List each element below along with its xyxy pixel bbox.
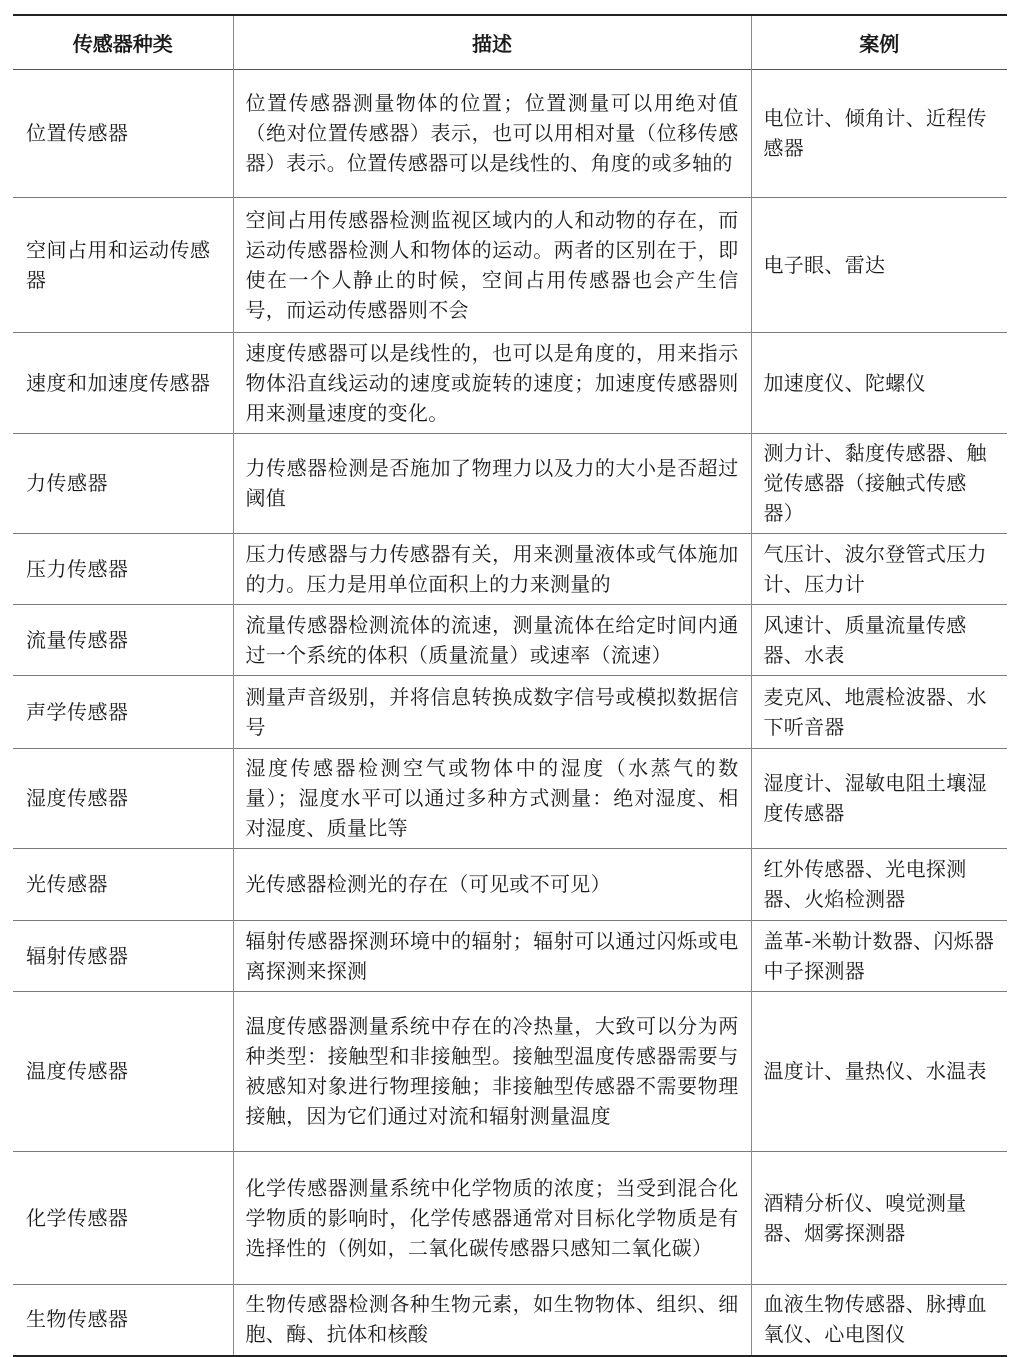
description-cell: 光传感器检测光的存在（可见或不可见） (233, 849, 751, 921)
description-cell: 流量传感器检测流体的流速，测量流体在给定时间内通过一个系统的体积（质量流量）或速率（流速） (233, 605, 751, 676)
table-row (13, 70, 1007, 198)
examples-cell: 麦克风、地震检波器、水下听音器 (751, 676, 1007, 749)
table-row (13, 605, 1007, 676)
description-cell: 温度传感器测量系统中存在的冷热量，大致可以分为两种类型：接触型和非接触型。接触型温度传感器需要与被感知对象进行物理接触；非接触型传感器不需要物理接触，因为它们通过对流和辐射测量温度 (233, 992, 751, 1152)
description-cell: 化学传感器测量系统中化学物质的浓度；当受到混合化学物质的影响时，化学传感器通常对目标化学物质是有选择性的（例如，二氧化碳传感器只感知二氧化碳） (233, 1152, 751, 1285)
examples-cell: 红外传感器、光电探测器、火焰检测器 (751, 849, 1007, 921)
sensor-type-cell: 空间占用和运动传感器 (26, 237, 211, 292)
sensor-type-cell: 化学传感器 (26, 1205, 129, 1230)
description-cell: 力传感器检测是否施加了物理力以及力的大小是否超过阈值 (233, 434, 751, 534)
table-row (13, 434, 1007, 534)
description-cell: 位置传感器测量物体的位置；位置测量可以用绝对值（绝对位置传感器）表示，也可以用相对量（位移传感器）表示。位置传感器可以是线性的、角度的或多轴的 (233, 70, 751, 198)
description-cell: 测量声音级别，并将信息转换成数字信号或模拟数据信号 (233, 676, 751, 749)
table-row (13, 1152, 1007, 1285)
sensor-type-cell: 速度和加速度传感器 (26, 370, 211, 395)
description-cell: 压力传感器与力传感器有关，用来测量液体或气体施加的力。压力是用单位面积上的力来测量的 (233, 534, 751, 605)
examples-cell: 风速计、质量流量传感器、水表 (751, 605, 1007, 676)
table-row (13, 749, 1007, 849)
examples-cell: 电位计、倾角计、近程传感器 (751, 70, 1007, 198)
examples-cell: 测力计、黏度传感器、触觉传感器（接触式传感器） (751, 434, 1007, 534)
table-row (13, 992, 1007, 1152)
examples-cell: 气压计、波尔登管式压力计、压力计 (751, 534, 1007, 605)
description-cell: 空间占用传感器检测监视区域内的人和动物的存在，而运动传感器检测人和物体的运动。两者的区别在于，即使在一个人静止的时候，空间占用传感器也会产生信号，而运动传感器则不会 (233, 198, 751, 333)
table-row (13, 333, 1007, 434)
sensor-type-cell: 流量传感器 (26, 627, 129, 652)
table-row (13, 1285, 1007, 1356)
sensor-type-cell: 温度传感器 (26, 1059, 129, 1083)
examples-cell: 酒精分析仪、嗅觉测量器、烟雾探测器 (751, 1152, 1007, 1285)
sensor-type-cell: 力传感器 (26, 471, 108, 495)
sensor-types-table-container (13, 14, 1007, 1357)
table-row (13, 676, 1007, 749)
sensor-type-cell: 光传感器 (26, 872, 108, 896)
table-header-row (13, 15, 1007, 70)
header-description: 描述 (233, 15, 751, 70)
description-cell: 生物传感器检测各种生物元素，如生物物体、组织、细胞、酶、抗体和核酸 (233, 1285, 751, 1356)
examples-cell: 加速度仪、陀螺仪 (751, 333, 1007, 434)
sensor-type-cell: 位置传感器 (26, 121, 129, 145)
table-row (13, 198, 1007, 333)
examples-cell: 温度计、量热仪、水温表 (751, 992, 1007, 1152)
table-row (13, 534, 1007, 605)
table-row (13, 921, 1007, 992)
examples-cell: 湿度计、湿敏电阻土壤湿度传感器 (751, 749, 1007, 849)
header-sensor-type: 传感器种类 (72, 32, 173, 56)
description-cell: 速度传感器可以是线性的，也可以是角度的，用来指示物体沿直线运动的速度或旋转的速度；加速度传感器则用来测量速度的变化。 (233, 333, 751, 434)
description-cell: 辐射传感器探测环境中的辐射；辐射可以通过闪烁或电离探测来探测 (233, 921, 751, 992)
header-examples: 案例 (751, 15, 1007, 70)
sensor-type-cell: 声学传感器 (26, 699, 129, 724)
examples-cell: 血液生物传感器、脉搏血氧仪、心电图仪 (751, 1285, 1007, 1356)
sensor-type-cell: 生物传感器 (26, 1307, 129, 1332)
description-cell: 湿度传感器检测空气或物体中的湿度（水蒸气的数量）；湿度水平可以通过多种方式测量：绝对湿度、相对湿度、质量比等 (233, 749, 751, 849)
sensor-type-cell: 压力传感器 (26, 556, 129, 581)
sensor-type-cell: 辐射传感器 (26, 943, 129, 968)
examples-cell: 电子眼、雷达 (751, 198, 1007, 333)
examples-cell: 盖革-米勒计数器、闪烁器中子探测器 (751, 921, 1007, 992)
sensor-type-cell: 湿度传感器 (26, 786, 129, 810)
table-row (13, 849, 1007, 921)
sensor-types-table (13, 14, 1007, 1357)
